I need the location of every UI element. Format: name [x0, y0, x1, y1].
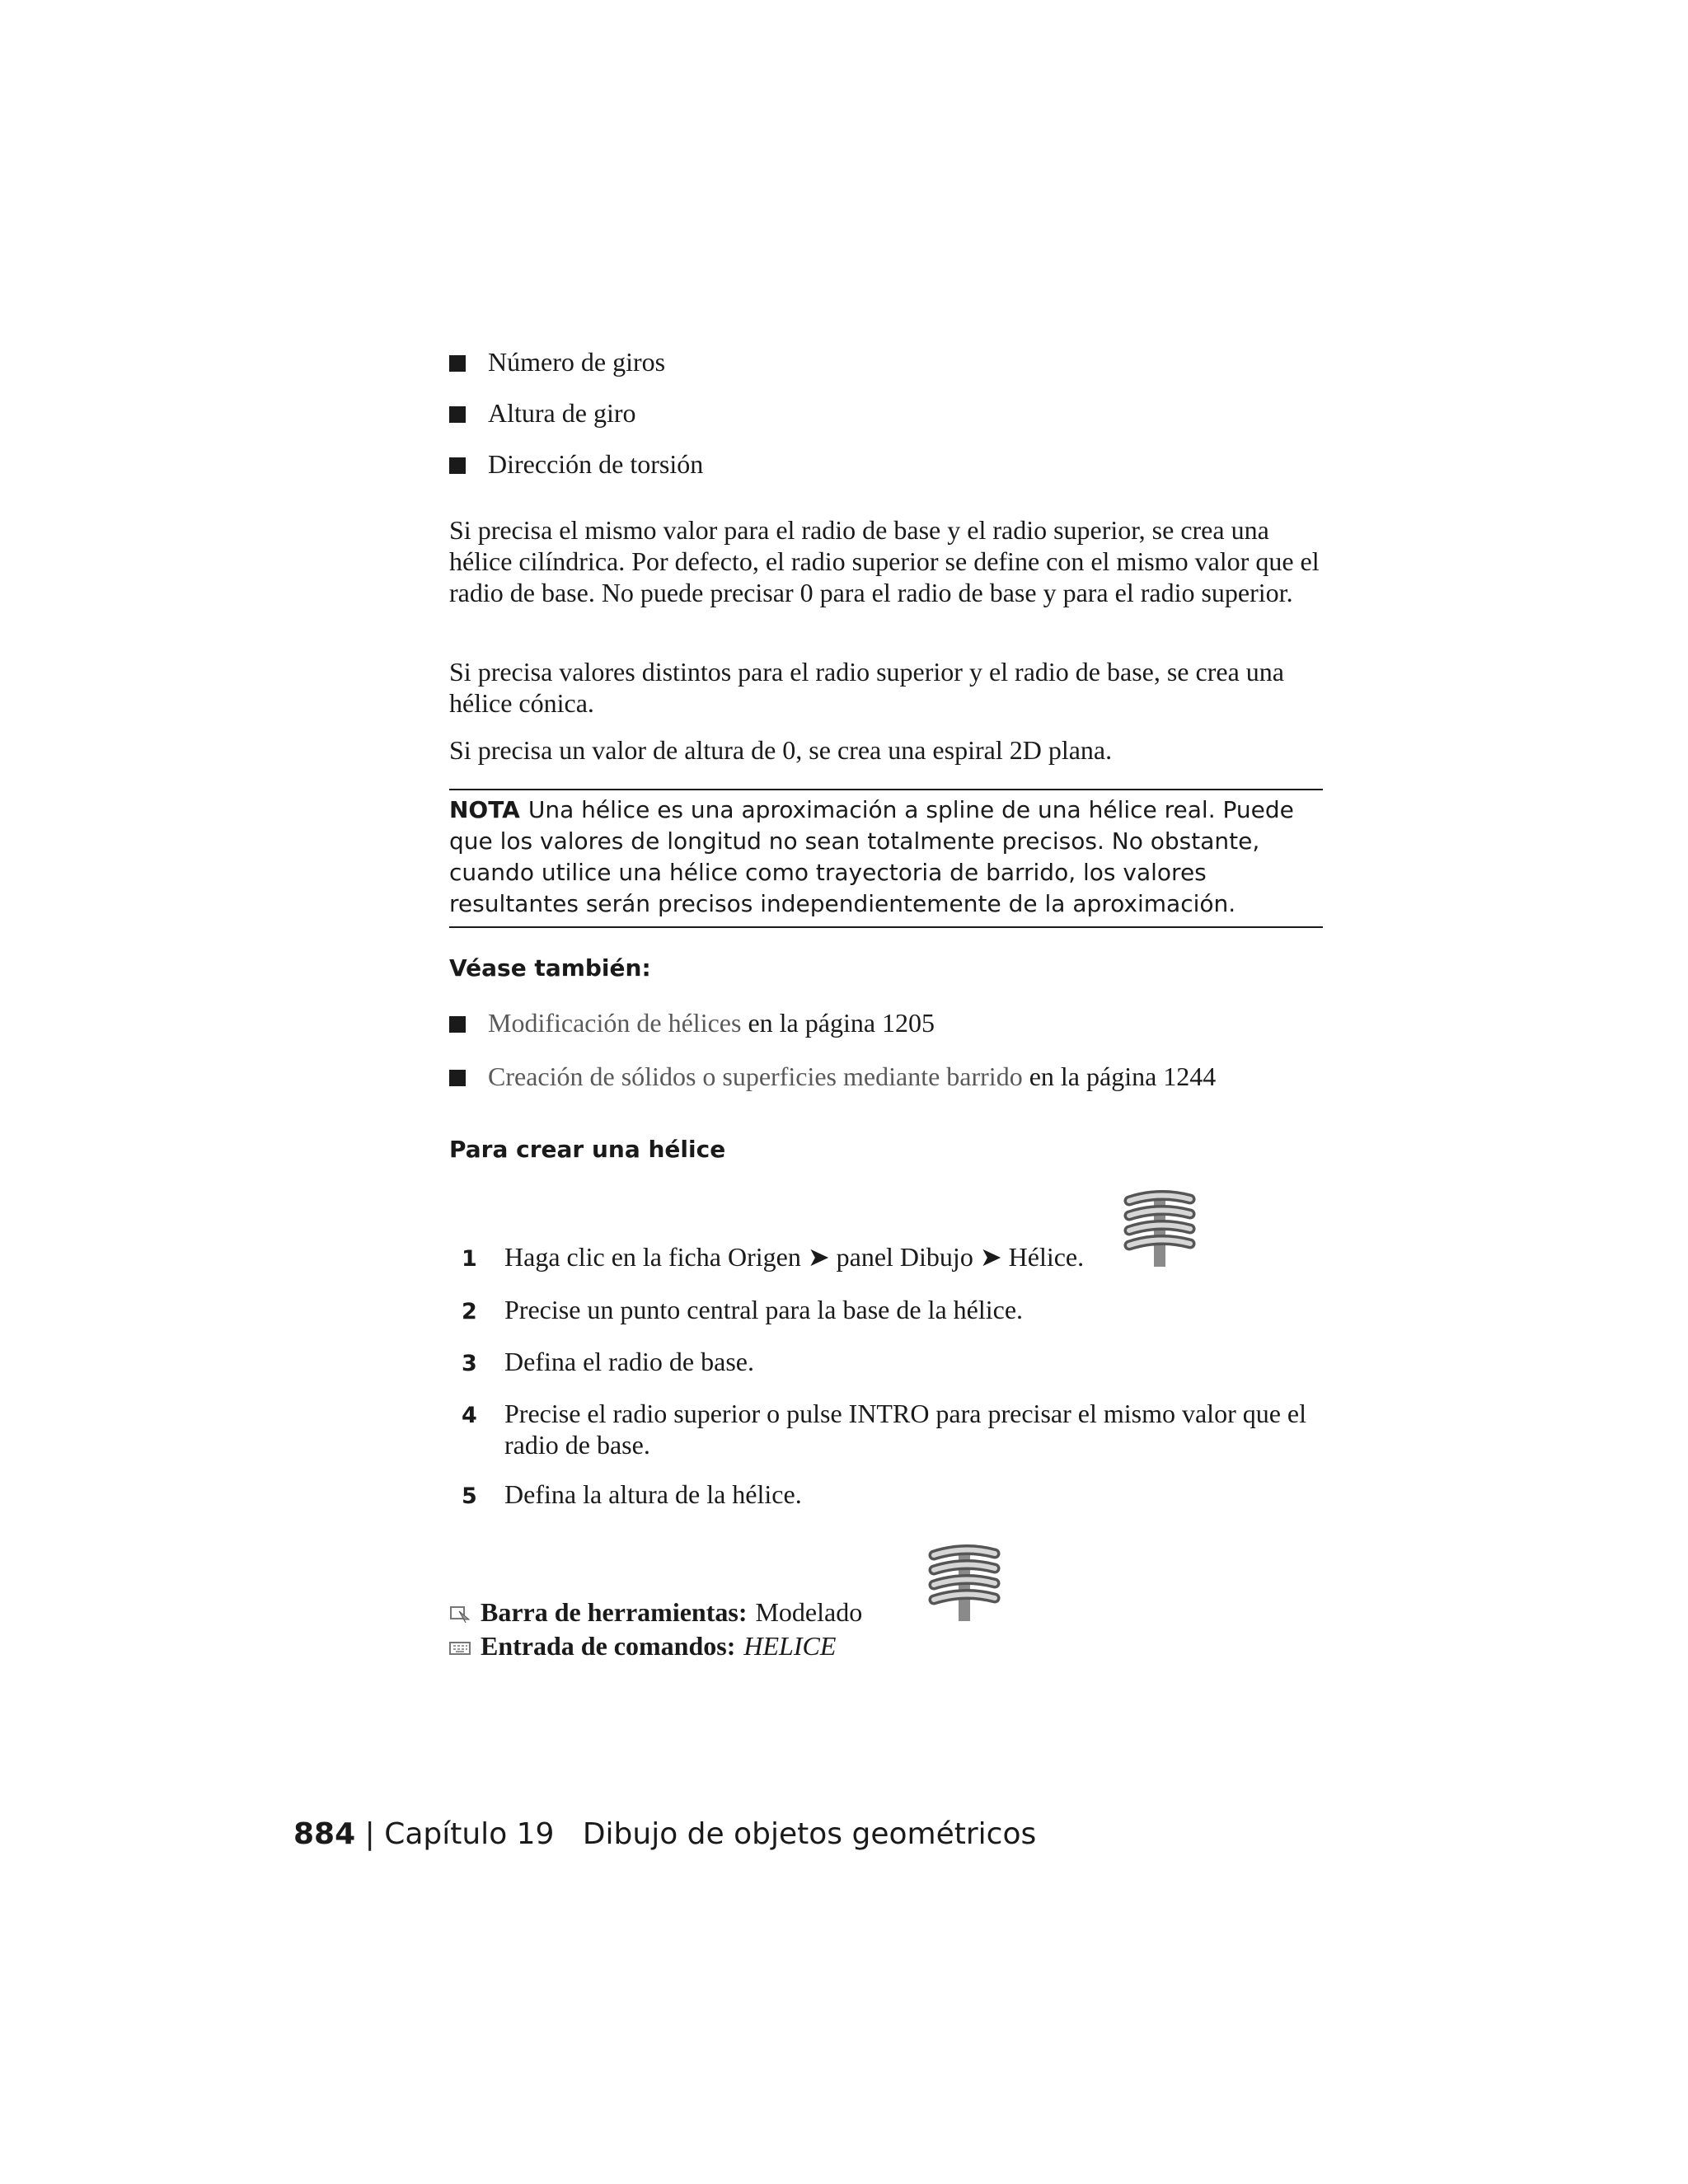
helix-icon [927, 1544, 1001, 1623]
page-footer [293, 1817, 1036, 1851]
note-top-rule [449, 789, 1323, 790]
paragraph-cylindrical: Si precisa el mismo valor para el radio de base y el radio superior, se crea una hélice cilíndrica. Por defecto, el radio superior se define con el mismo valor que el radio de base. No puede precisar 0 para el radio de base y para el radio superior. [449, 515, 1320, 607]
list-item [449, 397, 703, 429]
step-item [462, 1294, 1323, 1328]
bullet-square-icon [449, 1016, 466, 1033]
list-item [449, 448, 703, 480]
step-text: Precise un punto central para la base de la hélice. [504, 1295, 1024, 1324]
step-item [462, 1398, 1323, 1460]
step-item [462, 1479, 1323, 1512]
see-also-item [449, 1007, 1216, 1038]
keyboard-icon [449, 1638, 471, 1657]
list-item-text: Dirección de torsión [488, 449, 704, 479]
paragraph-flat-spiral: Si precisa un valor de altura de 0, se crea una espiral 2D plana. [449, 735, 1113, 765]
bullet-square-icon [449, 355, 466, 372]
see-also-link-sweep[interactable]: Creación de sólidos o superficies mediante barrido [488, 1062, 1023, 1091]
bullet-square-icon [449, 406, 466, 423]
step-number: 4 [462, 1403, 477, 1428]
footer-separator: | [364, 1817, 375, 1851]
toolbar-line [449, 1596, 862, 1628]
step-number: 2 [462, 1299, 477, 1324]
list-item-text: Número de giros [488, 347, 666, 377]
list-item [449, 346, 703, 377]
command-value: HELICE [743, 1631, 837, 1661]
see-also-link-modify-helix[interactable]: Modificación de hélices [488, 1008, 742, 1038]
bullet-square-icon [449, 1070, 466, 1086]
step-text: Haga clic en la ficha Origen ➤ panel Dibujo ➤ Hélice. [504, 1242, 1085, 1272]
page-number: 884 [293, 1817, 356, 1851]
chapter-title: Dibujo de objetos geométricos [582, 1817, 1037, 1851]
step-text: Defina el radio de base. [504, 1347, 754, 1376]
toolbar-icon [449, 1605, 471, 1623]
top-bullet-list [449, 346, 703, 480]
see-also-page-ref: en la página 1244 [1029, 1062, 1217, 1091]
step-number: 3 [462, 1351, 477, 1376]
note-bottom-rule [449, 926, 1323, 928]
see-also-item [449, 1061, 1216, 1092]
chapter-label: Capítulo 19 [384, 1817, 555, 1851]
step-item [462, 1241, 1323, 1275]
procedure-heading: Para crear una hélice [449, 1136, 726, 1163]
step-text: Precise el radio superior o pulse INTRO para precisar el mismo valor que el radio de base. [504, 1399, 1307, 1460]
step-item [462, 1346, 1323, 1380]
command-line [449, 1630, 836, 1661]
toolbar-label: Barra de herramientas: [481, 1597, 748, 1627]
note-text: Una hélice es una aproximación a spline de una hélice real. Puede que los valores de longitud no sean totalmente precisos. No obstante, cuando utilice una hélice como trayectoria de barrido, los valores resultantes serán precisos independientemente de la aproximación. [449, 796, 1294, 917]
note-block [449, 794, 1323, 920]
bullet-square-icon [449, 457, 466, 474]
toolbar-value: Modelado [755, 1597, 863, 1627]
note-label: NOTA [449, 796, 520, 823]
see-also-heading: Véase también: [449, 954, 651, 982]
step-number: 1 [462, 1246, 477, 1272]
see-also-page-ref: en la página 1205 [748, 1008, 935, 1038]
command-label: Entrada de comandos: [481, 1631, 736, 1661]
see-also-list [449, 1007, 1216, 1092]
paragraph-conical: Si precisa valores distintos para el radio superior y el radio de base, se crea una hélice cónica. [449, 657, 1284, 718]
step-text: Defina la altura de la hélice. [504, 1479, 802, 1509]
procedure-steps [462, 1241, 1323, 1512]
list-item-text: Altura de giro [488, 398, 636, 428]
step-number: 5 [462, 1483, 477, 1509]
